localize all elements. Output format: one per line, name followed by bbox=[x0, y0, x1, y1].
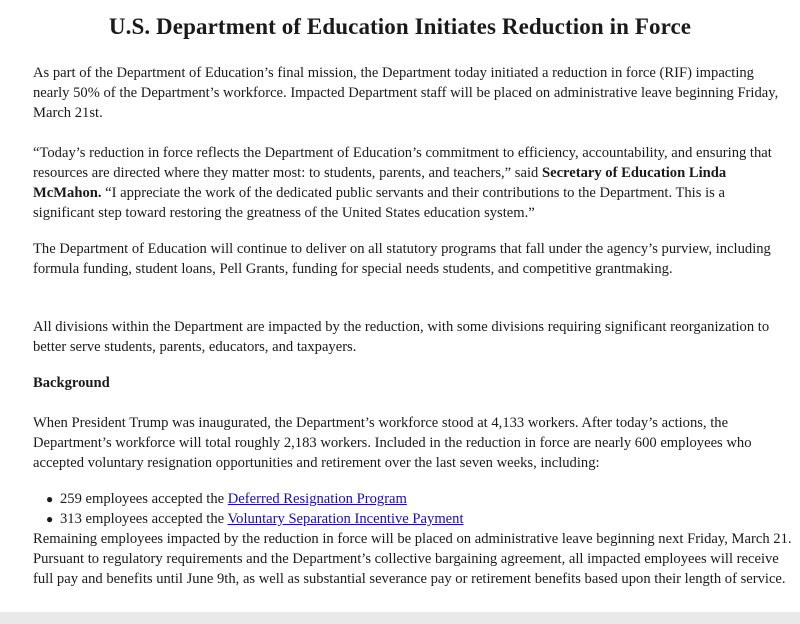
quote-paragraph bbox=[33, 143, 789, 223]
voluntary-separation-link[interactable]: Voluntary Separation Incentive Payment bbox=[227, 511, 464, 527]
speaker-name: Secretary of Education Linda McMahon. bbox=[33, 165, 727, 201]
background-heading: Background bbox=[33, 375, 110, 391]
intro-paragraph: As part of the Department of Education’s final mission, the Department today initiated a reduction in force (RIF) impacting nearly 50% of the Department’s workforce. Impacted Department staff will be placed on administrative leave beginning Friday, March 21st. bbox=[33, 65, 779, 121]
list-item bbox=[46, 509, 464, 529]
list-item-text: 313 employees accepted the bbox=[60, 511, 228, 527]
workforce-paragraph: When President Trump was inaugurated, the Department’s workforce stood at 4,133 workers. After today’s actions, the Department’s workforce will total roughly 2,183 workers. Included in the reduction in force are nearly 600 employees who accepted voluntary resignation opportunities and retirement over the last seven weeks, including: bbox=[33, 415, 752, 471]
page-title: U.S. Department of Education Initiates Reduction in Force bbox=[108, 14, 692, 39]
bottom-edge bbox=[0, 612, 800, 624]
bullet-icon: ● bbox=[46, 512, 54, 526]
bullet-icon: ● bbox=[46, 492, 54, 506]
resignation-list bbox=[33, 489, 464, 529]
list-item bbox=[46, 489, 464, 509]
programs-paragraph: The Department of Education will continue to deliver on all statutory programs that fall under the agency’s purview, including formula funding, student loans, Pell Grants, funding for special needs students, and competitive grantmaking. bbox=[33, 241, 771, 277]
press-release bbox=[33, 0, 793, 587]
list-item-text: 259 employees accepted the bbox=[60, 491, 228, 507]
quote-text-end: “I appreciate the work of the dedicated public servants and their contributions to the Department. This is a significant step toward restoring the greatness of the United States education system.” bbox=[33, 185, 725, 221]
deferred-resignation-link[interactable]: Deferred Resignation Program bbox=[227, 491, 407, 507]
quote-text-start: “Today’s reduction in force reflects the Department of Education’s commitment to efficiency, accountability, and ensuring that resources are directed where they matter most: to students, parents, and teachers,” said bbox=[33, 145, 772, 181]
remaining-employees-paragraph: Remaining employees impacted by the reduction in force will be placed on administrative leave beginning next Friday, March 21. Pursuant to regulatory requirements and the Department’s collective bargaining agreement, all impacted employees will receive full pay and benefits until June 9th, as well as substantial severance pay or retirement benefits based upon their length of service. bbox=[33, 531, 792, 587]
divisions-paragraph: All divisions within the Department are impacted by the reduction, with some divisions requiring significant reorganization to better serve students, parents, educators, and taxpayers. bbox=[33, 319, 770, 355]
